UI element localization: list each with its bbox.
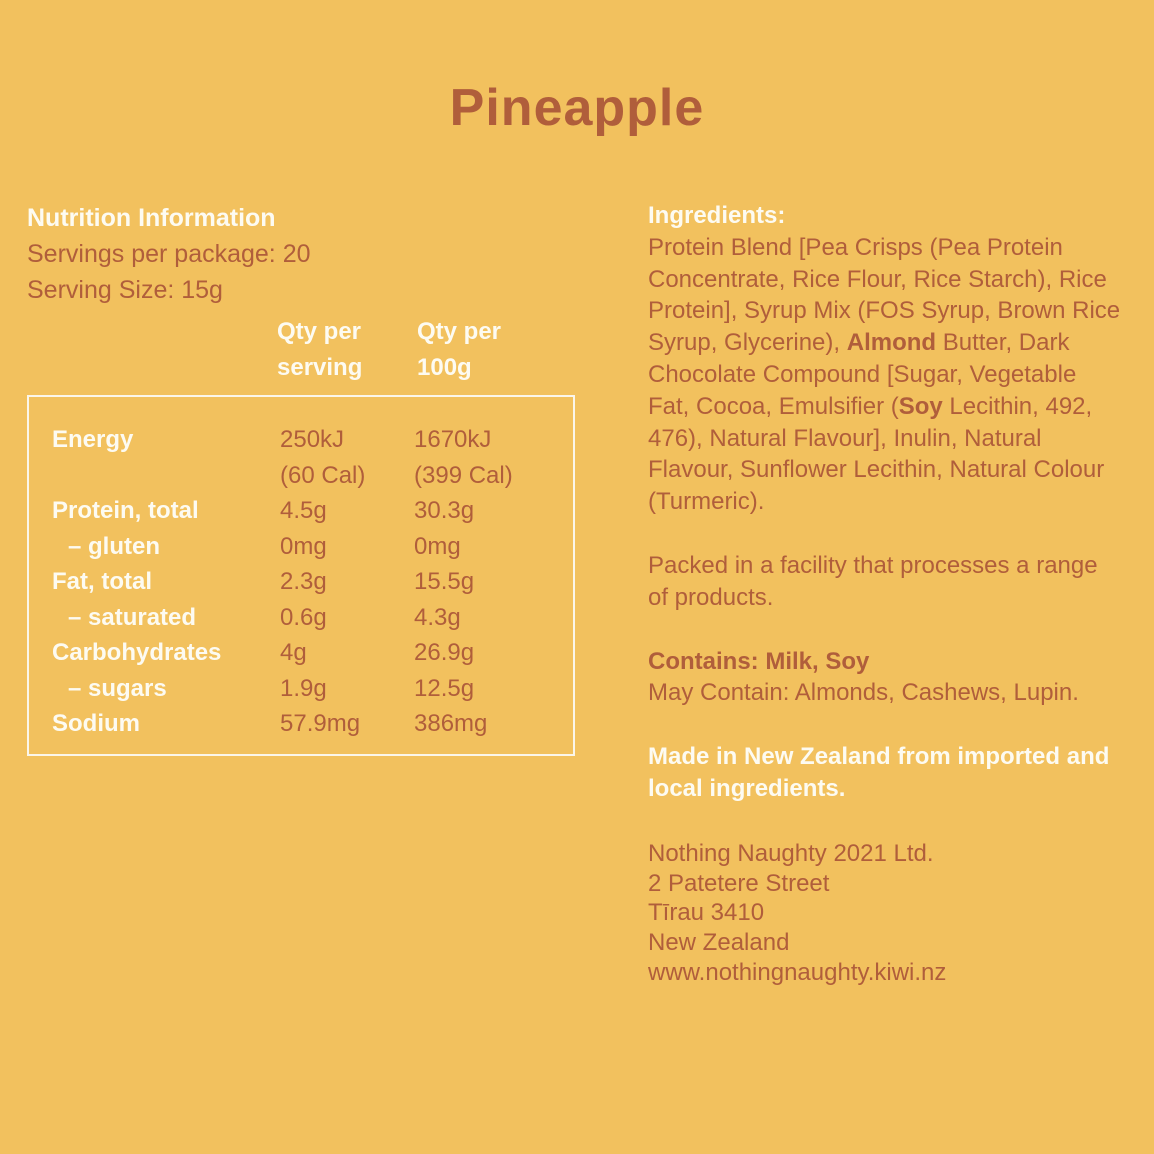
table-row-energy: Energy 250kJ (60 Cal) 1670kJ (399 Cal) <box>52 426 513 489</box>
address-block <box>648 839 1122 988</box>
servings-per-package: Servings per package: 20 <box>27 240 311 268</box>
contains-line: Contains: Milk, Soy <box>648 647 870 675</box>
page-title: Pineapple <box>449 79 705 137</box>
table-row-gluten: – gluten 0mg 0mg <box>68 532 461 560</box>
ingredients-heading: Ingredients: <box>648 202 786 229</box>
packed-note: Packed in a facility that processes a range of products. <box>648 551 1098 611</box>
nutrition-panel <box>27 200 575 756</box>
ingredients-paragraph: Protein Blend [Pea Crisps (Pea Protein Concentrate, Rice Flour, Rice Starch), Rice Protein], Syrup Mix (FOS Syrup, Brown Rice Syrup, Glycerine), Almond Butter, Dark Chocolate Compound [Sugar, Vegetable Fat, Cocoa, Emulsifier (Soy Lecithin, 492, 476), Natural Flavour], Inulin, Natural Flavour, Sunflower Lecithin, Natural Colour (Turmeric). <box>648 233 1121 516</box>
column-header-100g: Qty per 100g <box>417 318 502 381</box>
may-contain-line: May Contain: Almonds, Cashews, Lupin. <box>648 679 1079 707</box>
street-address: 2 Patetere Street <box>648 869 830 897</box>
country-line: New Zealand <box>648 929 790 957</box>
table-row-fat: Fat, total 2.3g 15.5g <box>52 568 475 595</box>
allergen-block <box>648 646 1122 710</box>
table-row-carbohydrates: Carbohydrates 4g 26.9g <box>52 639 475 666</box>
column-header-spacer <box>27 314 277 386</box>
table-row-sodium: Sodium 57.9mg 386mg <box>52 710 488 737</box>
city-line: Tīrau 3410 <box>648 899 765 927</box>
ingredients-panel <box>648 200 1122 988</box>
table-row-saturated: – saturated 0.6g 4.3g <box>68 603 461 631</box>
allergen-almond: Almond <box>846 329 937 357</box>
table-column-headers <box>27 314 575 386</box>
table-row-protein: Protein, total 4.5g 30.3g <box>52 497 475 524</box>
nutrition-table <box>27 395 575 756</box>
serving-size: Serving Size: 15g <box>27 276 223 304</box>
allergen-soy: Soy <box>898 392 943 420</box>
website-url: www.nothingnaughty.kiwi.nz <box>648 958 947 986</box>
nutrition-heading: Nutrition Information <box>27 204 276 232</box>
table-row-sugars: – sugars 1.9g 12.5g <box>68 674 475 702</box>
column-header-serving: Qty per serving <box>277 318 363 381</box>
made-in-statement: Made in New Zealand from imported and local ingredients. <box>648 743 1110 802</box>
company-name: Nothing Naughty 2021 Ltd. <box>648 839 934 867</box>
